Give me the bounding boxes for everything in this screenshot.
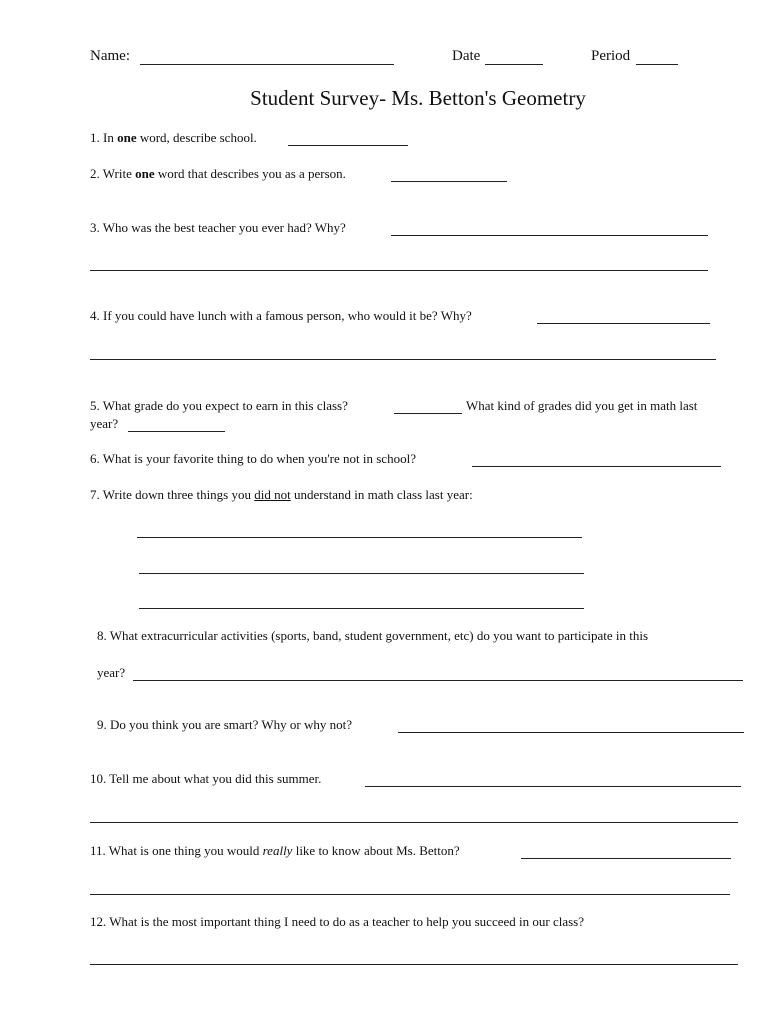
question-7: 7. Write down three things you did not understand in math class last year: — [90, 487, 473, 502]
answer-line-3b[interactable] — [90, 270, 708, 271]
answer-line-5b[interactable] — [128, 431, 225, 432]
answer-line-12[interactable] — [90, 964, 738, 965]
answer-line-4a[interactable] — [537, 323, 710, 324]
answer-line-10a[interactable] — [365, 786, 741, 787]
answer-line-7a[interactable] — [137, 537, 582, 538]
question-10: 10. Tell me about what you did this summer. — [90, 771, 322, 786]
question-9: 9. Do you think you are smart? Why or why not? — [97, 717, 353, 732]
answer-line-8[interactable] — [133, 680, 743, 681]
question-8: 8. What extracurricular activities (sports, band, student government, etc) do you want to participate in this — [97, 628, 649, 643]
page-title: Student Survey- Ms. Betton's Geometry — [250, 86, 586, 110]
question-6: 6. What is your favorite thing to do when you're not in school? — [90, 451, 416, 466]
answer-line-4b[interactable] — [90, 359, 716, 360]
answer-line-6[interactable] — [472, 466, 721, 467]
question-1: 1. In one word, describe school. — [90, 130, 257, 145]
question-11: 11. What is one thing you would really like to know about Ms. Betton? — [90, 843, 460, 858]
period-field[interactable] — [636, 64, 678, 65]
answer-line-2[interactable] — [391, 181, 507, 182]
answer-line-7c[interactable] — [139, 608, 584, 609]
answer-line-7b[interactable] — [139, 573, 584, 574]
date-field[interactable] — [485, 64, 543, 65]
date-label: Date — [452, 48, 481, 64]
question-12: 12. What is the most important thing I need to do as a teacher to help you succeed in our class? — [90, 914, 584, 929]
question-5-part3: year? — [90, 416, 119, 431]
answer-line-1[interactable] — [288, 145, 408, 146]
name-field[interactable] — [140, 64, 394, 65]
answer-line-10b[interactable] — [90, 822, 738, 823]
name-label: Name: — [90, 48, 130, 64]
question-5: 5. What grade do you expect to earn in this class? — [90, 398, 348, 413]
question-5-part2: What kind of grades did you get in math last — [466, 398, 698, 413]
answer-line-3a[interactable] — [391, 235, 708, 236]
question-3: 3. Who was the best teacher you ever had? Why? — [90, 220, 346, 235]
answer-line-11b[interactable] — [90, 894, 730, 895]
question-2: 2. Write one word that describes you as a person. — [90, 166, 346, 181]
answer-line-9[interactable] — [398, 732, 744, 733]
period-label: Period — [591, 48, 631, 64]
answer-line-11a[interactable] — [521, 858, 731, 859]
question-4: 4. If you could have lunch with a famous person, who would it be? Why? — [90, 308, 472, 323]
answer-line-5a[interactable] — [394, 413, 462, 414]
question-8-part2: year? — [97, 665, 126, 680]
